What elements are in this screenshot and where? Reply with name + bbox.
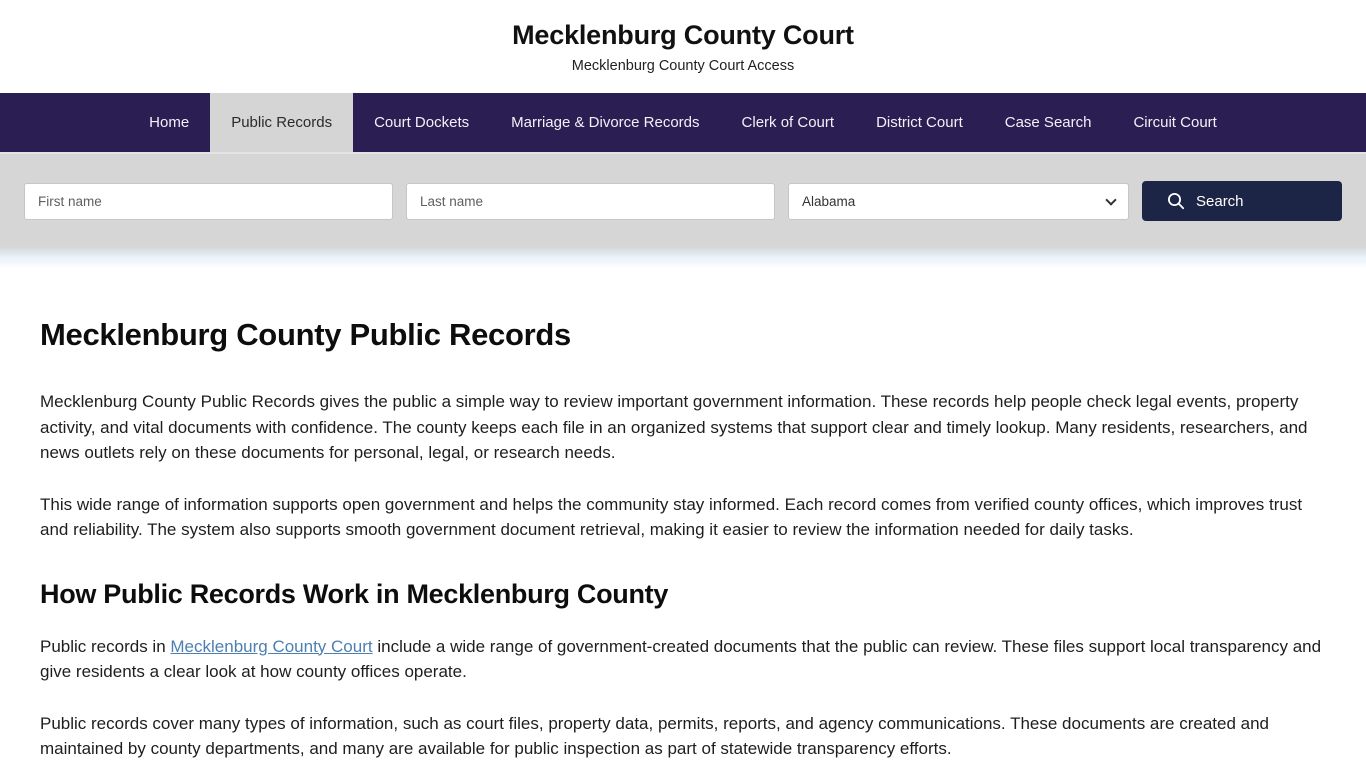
nav-item-circuit-court[interactable]: Circuit Court — [1133, 114, 1217, 131]
paragraph-open-government: This wide range of information supports open government and helps the community stay informed. Each record comes from verified county offices, which improves trust and reliability. The system also supports smooth government document retrieval, making it easier to review the information needed for daily tasks. — [40, 494, 1303, 539]
paragraph-intro: Mecklenburg County Public Records gives the public a simple way to review important government information. These records help people check legal events, property activity, and vital documents with confidence. The county keeps each file in an organized systems that support clear and timely lookup. Many residents, researchers, and news outlets rely on these documents for personal, legal, or research needs. — [40, 392, 1308, 462]
last-name-input[interactable] — [406, 183, 775, 220]
main-content — [40, 317, 1326, 762]
main-nav — [0, 93, 1366, 152]
state-select[interactable] — [788, 183, 1129, 220]
page-subtitle: Mecklenburg County Court Access — [571, 58, 795, 74]
first-name-input[interactable] — [24, 183, 393, 220]
nav-item-district-court[interactable]: District Court — [876, 114, 963, 131]
nav-item-marriage-divorce-records[interactable]: Marriage & Divorce Records — [511, 114, 700, 131]
site-header — [0, 0, 1366, 93]
nav-item-public-records[interactable]: Public Records — [210, 93, 353, 152]
search-icon — [1167, 192, 1185, 210]
paragraph-records-types: Public records cover many types of information, such as court files, property data, permits, reports, and agency communications. These documents are created and maintained by county departments, and many are available for public inspection as part of statewide transparency efforts. — [40, 713, 1270, 758]
nav-item-case-search[interactable]: Case Search — [1004, 114, 1092, 131]
search-band — [0, 152, 1366, 247]
state-select-wrap — [788, 183, 1129, 220]
nav-item-clerk-of-court[interactable]: Clerk of Court — [741, 114, 835, 131]
search-button-label: Search — [1196, 192, 1244, 210]
paragraph-records-include — [40, 634, 1326, 685]
band-fade-divider — [0, 247, 1366, 269]
mecklenburg-county-court-link[interactable]: Mecklenburg County Court — [170, 636, 373, 656]
search-button[interactable] — [1142, 181, 1342, 221]
paragraph-records-include-before: Public records in — [40, 636, 171, 656]
nav-item-home[interactable]: Home — [149, 114, 190, 131]
page-title: Mecklenburg County Court — [512, 20, 854, 50]
paragraph-records-include-after: include a wide range of government-created documents that the public can review. These files support local transparency and give residents a clear look at how county offices operate. — [40, 636, 1322, 681]
heading-public-records: Mecklenburg County Public Records — [40, 317, 571, 352]
nav-item-court-dockets[interactable]: Court Dockets — [374, 114, 470, 131]
heading-how-records-work: How Public Records Work in Mecklenburg County — [40, 578, 669, 609]
